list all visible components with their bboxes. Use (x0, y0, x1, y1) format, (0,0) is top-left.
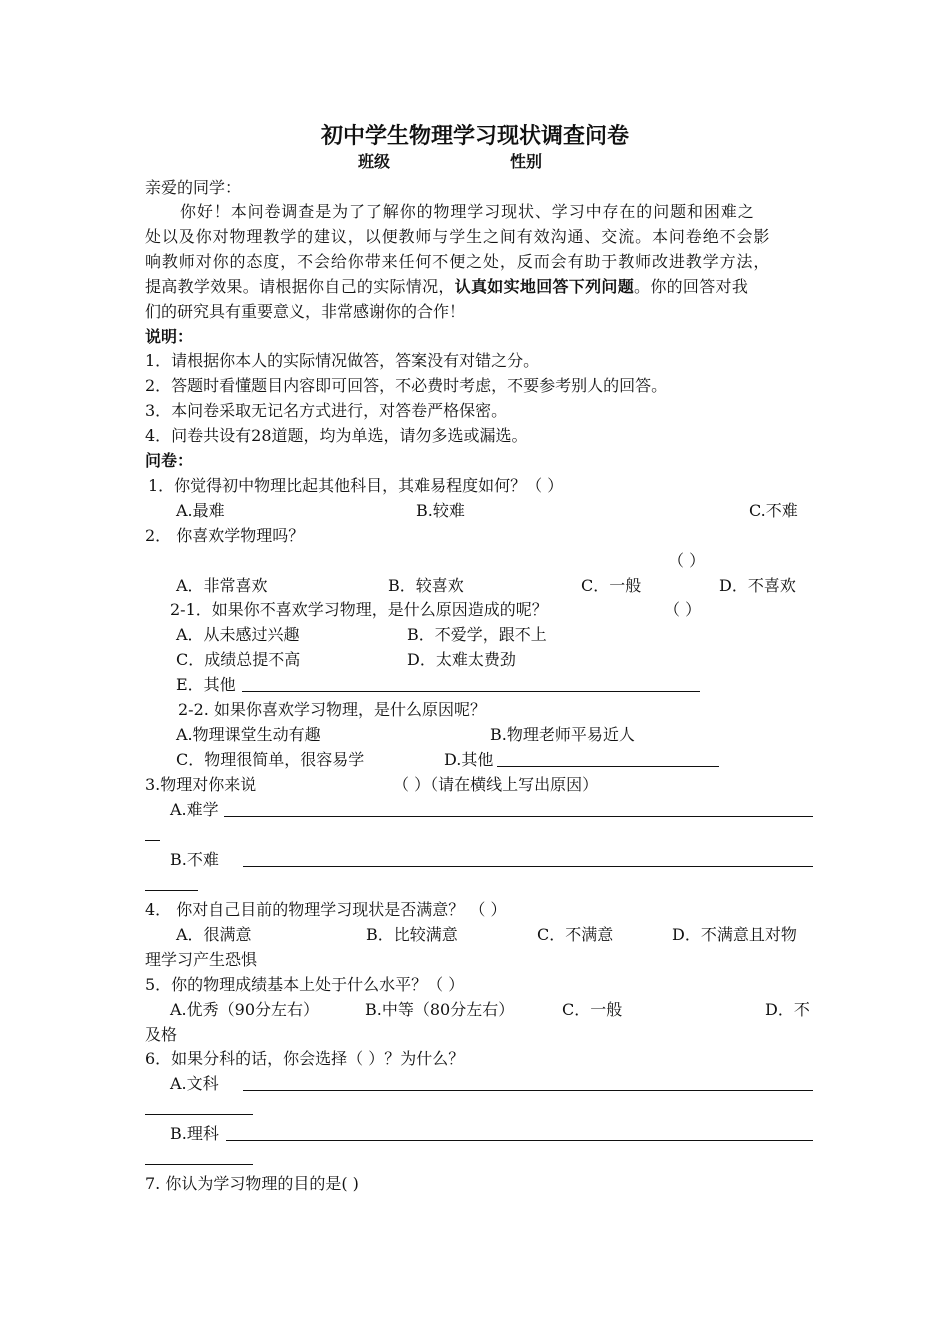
question-2-2: 2-2. 如果你喜欢学习物理，是什么原因呢？ (178, 700, 486, 719)
q2-1-option-e[interactable]: E．其他 (176, 675, 236, 694)
q2-1-option-c[interactable]: C．成绩总提不高 (176, 650, 301, 669)
q4-option-b[interactable]: B．比较满意 (366, 925, 458, 944)
question-6: 6．如果分科的话，你会选择（ ）？为什么？ (145, 1049, 465, 1068)
questionnaire-heading: 问卷： (145, 451, 194, 470)
q5-option-c[interactable]: C．一般 (562, 1000, 623, 1019)
question-5: 5．你的物理成绩基本上处于什么水平？（ ） (145, 975, 465, 994)
q3-option-a[interactable]: A.难学 (170, 800, 219, 819)
answer-blank-line[interactable] (226, 1140, 813, 1141)
q1-option-b[interactable]: B.较难 (416, 501, 465, 520)
q4-option-a[interactable]: A．很满意 (176, 925, 252, 944)
q1-option-c[interactable]: C.不难 (749, 501, 798, 520)
note-item: 3．本问卷采取无记名方式进行，对答卷严格保密。 (145, 401, 508, 420)
note-item: 1．请根据你本人的实际情况做答，答案没有对错之分。 (145, 351, 540, 370)
question-7: 7. 你认为学习物理的目的是( ) (145, 1174, 359, 1193)
q2-answer-paren[interactable]: （ ） (668, 551, 706, 570)
intro-emphasis: 认真如实地回答下列问题 (454, 277, 635, 296)
q4-option-d-continued: 理学习产生恐惧 (145, 950, 258, 969)
intro-line-2: 处以及你对物理教学的建议，以便教师与学生之间有效沟通、交流。本问卷绝不会影 (145, 227, 771, 246)
q2-1-option-b[interactable]: B．不爱学，跟不上 (407, 625, 547, 644)
note-item: 4．问卷共设有28道题，均为单选，请勿多选或漏选。 (145, 426, 528, 445)
note-item: 2．答题时看懂题目内容即可回答，不必费时考虑，不要参考别人的回答。 (145, 376, 668, 395)
greeting: 亲爱的同学： (145, 178, 242, 197)
q1-option-a[interactable]: A.最难 (176, 501, 225, 520)
answer-blank-line[interactable] (497, 766, 719, 767)
q5-option-d[interactable]: D．不 (765, 1000, 810, 1019)
answer-blank-line[interactable] (145, 890, 198, 891)
q2-1-answer-paren[interactable]: （ ） (664, 600, 702, 619)
notes-heading: 说明： (145, 327, 194, 346)
q6-option-b[interactable]: B.理科 (170, 1124, 219, 1143)
intro-line-4-start: 提高教学效果。请根据你自己的实际情况， (145, 277, 455, 296)
q3-answer-paren[interactable]: （ ）（请在横线上写出原因） (393, 775, 599, 794)
question-2: 2． 你喜欢学物理吗？ (145, 526, 305, 545)
q5-option-b[interactable]: B.中等（80分左右） (365, 1000, 515, 1019)
q4-option-c[interactable]: C．不满意 (537, 925, 614, 944)
answer-blank-line[interactable] (145, 1114, 253, 1115)
q2-1-option-a[interactable]: A．从未感过兴趣 (176, 625, 300, 644)
q2-2-option-b[interactable]: B.物理老师平易近人 (490, 725, 635, 744)
question-4: 4． 你对自己目前的物理学习现状是否满意？ （ ） (145, 900, 507, 919)
answer-blank-line[interactable] (243, 1090, 813, 1091)
answer-blank-line[interactable] (242, 691, 700, 692)
q2-option-d[interactable]: D．不喜欢 (719, 576, 796, 595)
page-title: 初中学生物理学习现状调查问卷 (320, 124, 629, 149)
q2-2-option-a[interactable]: A.物理课堂生动有趣 (176, 725, 321, 744)
q2-2-option-c[interactable]: C．物理很简单，很容易学 (176, 750, 365, 769)
answer-blank-line[interactable] (243, 866, 813, 867)
q5-option-d-continued: 及格 (145, 1025, 178, 1044)
q2-option-a[interactable]: A．非常喜欢 (176, 576, 268, 595)
intro-line-3: 响教师对你的态度，不会给你带来任何不便之处，反而会有助于教师改进教学方法， (145, 252, 771, 271)
q2-2-option-d[interactable]: D.其他 (444, 750, 494, 769)
q3-option-b[interactable]: B.不难 (170, 850, 219, 869)
question-3: 3.物理对你来说 (145, 775, 257, 794)
question-2-1: 2-1．如果你不喜欢学习物理，是什么原因造成的呢？ (170, 600, 548, 619)
q2-1-option-d[interactable]: D．太难太费劲 (407, 650, 516, 669)
q5-option-a[interactable]: A.优秀（90分左右） (170, 1000, 320, 1019)
intro-line-4-end: 。你的回答对我 (634, 277, 749, 296)
q2-option-c[interactable]: C．一般 (581, 576, 642, 595)
answer-blank-line[interactable] (145, 840, 160, 841)
q4-option-d[interactable]: D．不满意且对物 (672, 925, 797, 944)
gender-label: 性别 (510, 152, 543, 171)
q6-option-a[interactable]: A.文科 (170, 1074, 219, 1093)
answer-blank-line[interactable] (145, 1164, 253, 1165)
answer-blank-line[interactable] (224, 816, 813, 817)
question-1: 1．你觉得初中物理比起其他科目，其难易程度如何？（ ） (148, 476, 564, 495)
q2-option-b[interactable]: B．较喜欢 (388, 576, 464, 595)
class-label: 班级 (358, 152, 391, 171)
intro-line-1: 你好！本问卷调查是为了了解你的物理学习现状、学习中存在的问题和困难之 (180, 202, 755, 221)
intro-line-5: 们的研究具有重要意义，非常感谢你的合作！ (145, 302, 466, 321)
intro-line-4 (145, 277, 748, 297)
